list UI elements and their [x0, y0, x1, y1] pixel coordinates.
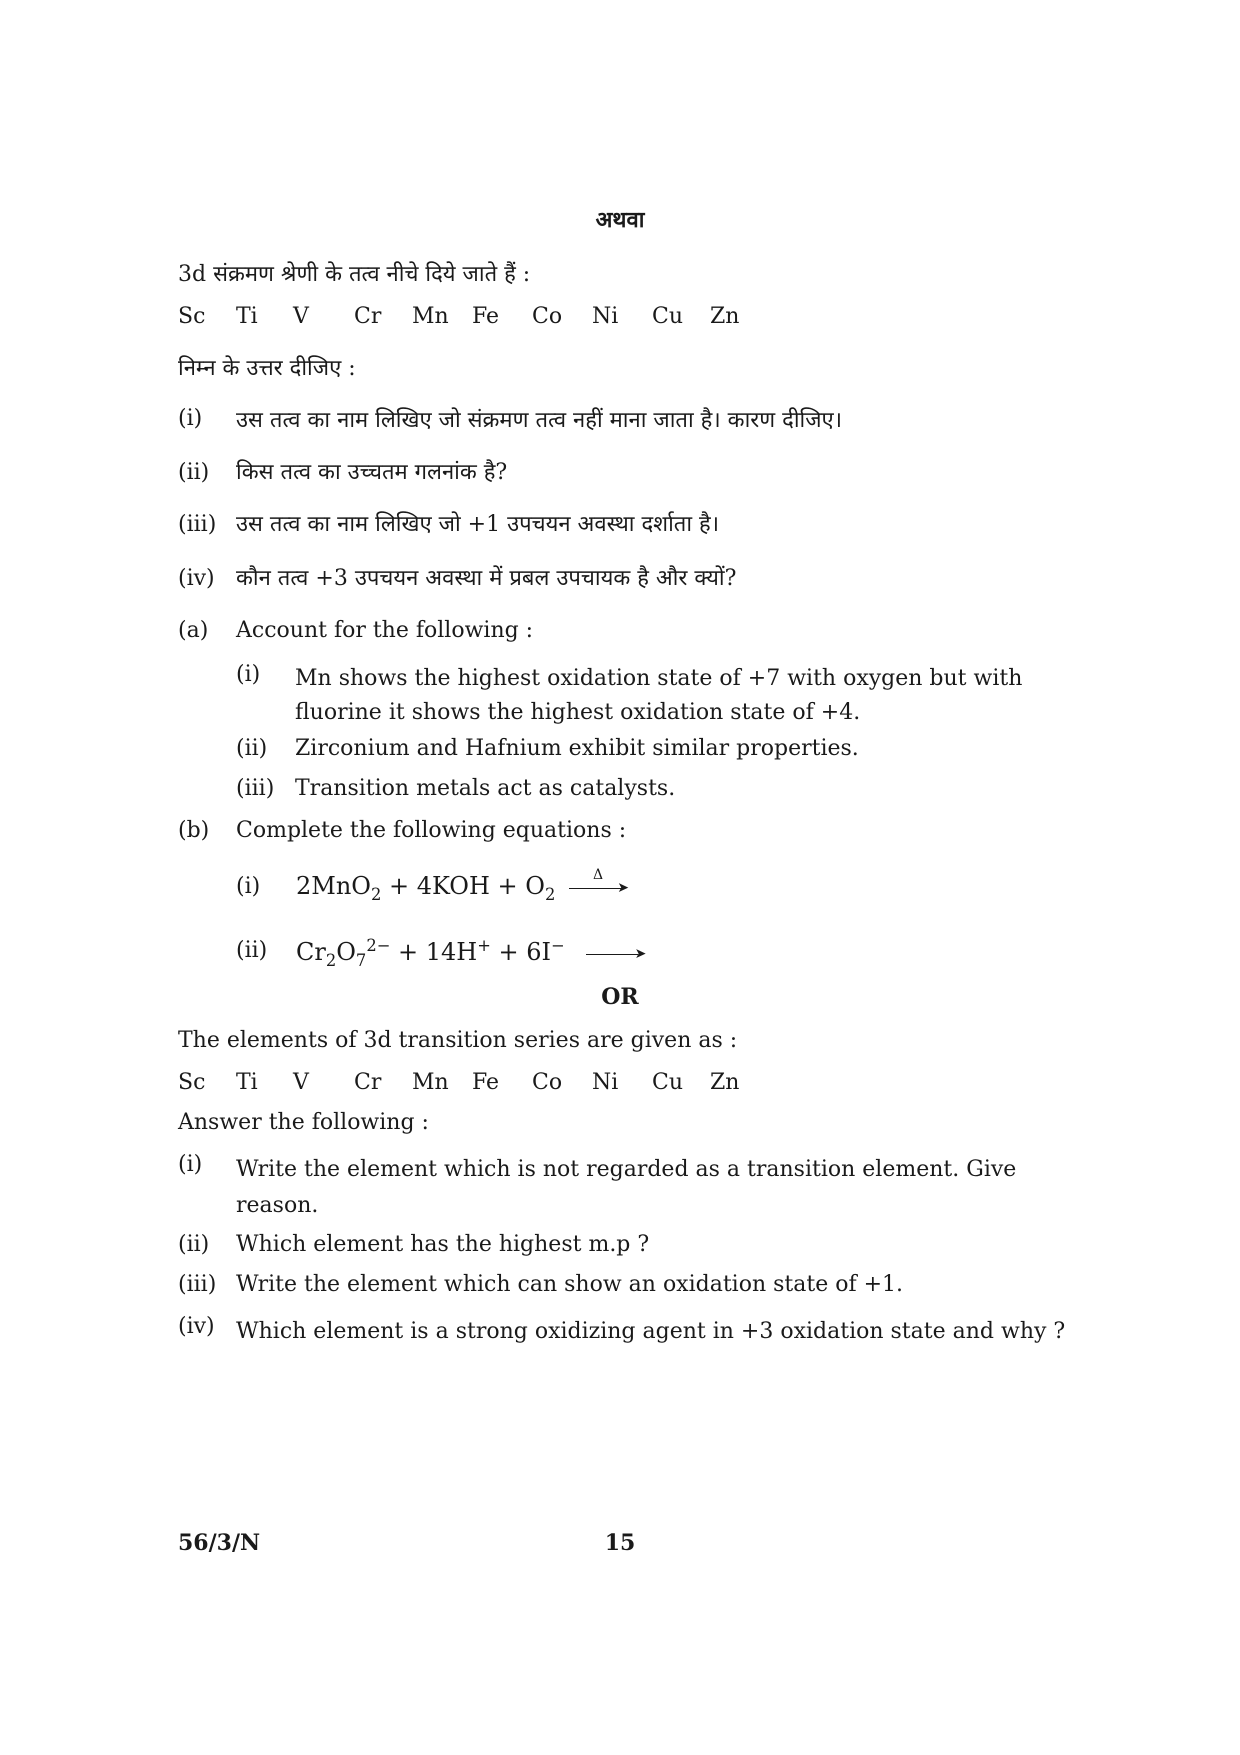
question-label: (iv) — [178, 1314, 215, 1339]
element-item: Sc — [178, 1070, 206, 1095]
element-item: Cr — [354, 1070, 382, 1095]
element-item: Ni — [592, 304, 619, 329]
element-item: V — [293, 1070, 309, 1095]
english-intro: The elements of 3d transition series are given as : — [178, 1028, 738, 1053]
element-item: Ti — [236, 1070, 258, 1095]
element-item: Sc — [178, 304, 206, 329]
element-item: Fe — [472, 1070, 500, 1095]
question-label: (i) — [178, 1152, 203, 1177]
hindi-question: कौन तत्व +3 उपचयन अवस्था में प्रबल उपचायक है और क्यों? — [236, 566, 737, 591]
question-label: (ii) — [178, 1232, 210, 1257]
element-item: Cr — [354, 304, 382, 329]
hindi-instruction: निम्न के उत्तर दीजिए : — [178, 356, 356, 381]
element-item: Zn — [710, 1070, 740, 1095]
element-item: Co — [532, 1070, 563, 1095]
english-instruction: Answer the following : — [178, 1110, 429, 1135]
question-label: (i) — [178, 406, 203, 431]
equation-2: $Cr_2O_7^{2-} + 14H^+ + 6I^-$ ➤ — [296, 936, 647, 970]
paper-code: 56/3/N — [178, 1530, 261, 1556]
part-b-label: (b) — [178, 818, 210, 843]
subquestion-label: (iii) — [236, 776, 275, 801]
equation-label: (i) — [236, 874, 261, 899]
english-heading: OR — [601, 984, 639, 1010]
heat-arrow-icon: Δ ➤ — [569, 881, 629, 895]
subquestion-label: (ii) — [236, 736, 268, 761]
subquestion-text: Zirconium and Hafnium exhibit similar properties. — [295, 736, 859, 761]
hindi-question: किस तत्व का उच्चतम गलनांक है? — [236, 460, 508, 485]
element-item: Ti — [236, 304, 258, 329]
english-question: Which element is a strong oxidizing agent in +3 oxidation state and why ? — [236, 1319, 1066, 1344]
english-question: Write the element which is not regarded as a transition element. Give reason. — [236, 1157, 1017, 1218]
equation-1: $2MnO_2 + 4KOH + O_2$ Δ ➤ — [296, 866, 629, 904]
english-question: Write the element which can show an oxidation state of +1. — [236, 1272, 904, 1297]
equation-label: (ii) — [236, 938, 268, 963]
element-item: Fe — [472, 304, 500, 329]
element-item: V — [293, 304, 309, 329]
hindi-heading: अथवा — [595, 207, 645, 233]
english-question: Which element has the highest m.p ? — [236, 1232, 650, 1257]
element-item: Cu — [652, 304, 684, 329]
subquestion-text: Mn shows the highest oxidation state of +7 with oxygen but with fluorine it shows the highest oxidation state of +4. — [295, 666, 1023, 725]
reaction-arrow-icon: ➤ — [586, 947, 646, 961]
question-label: (iii) — [178, 512, 217, 537]
part-b-text: Complete the following equations : — [236, 818, 627, 843]
element-item: Cu — [652, 1070, 684, 1095]
subquestion-label: (i) — [236, 662, 261, 687]
part-a-label: (a) — [178, 618, 209, 643]
element-item: Zn — [710, 304, 740, 329]
hindi-intro: 3d संक्रमण श्रेणी के तत्व नीचे दिये जाते हैं : — [178, 262, 531, 287]
part-a-text: Account for the following : — [236, 618, 534, 643]
hindi-question: उस तत्व का नाम लिखिए जो +1 उपचयन अवस्था दर्शाता है। — [236, 512, 720, 537]
subquestion-text: Transition metals act as catalysts. — [295, 776, 676, 801]
page-number: 15 — [604, 1530, 636, 1556]
question-label: (iii) — [178, 1272, 217, 1297]
element-item: Co — [532, 304, 563, 329]
question-label: (ii) — [178, 460, 210, 485]
element-item: Ni — [592, 1070, 619, 1095]
element-item: Mn — [412, 1070, 449, 1095]
element-item: Mn — [412, 304, 449, 329]
hindi-question: उस तत्व का नाम लिखिए जो संक्रमण तत्व नहीं माना जाता है। कारण दीजिए। — [236, 408, 843, 433]
question-label: (iv) — [178, 566, 215, 591]
